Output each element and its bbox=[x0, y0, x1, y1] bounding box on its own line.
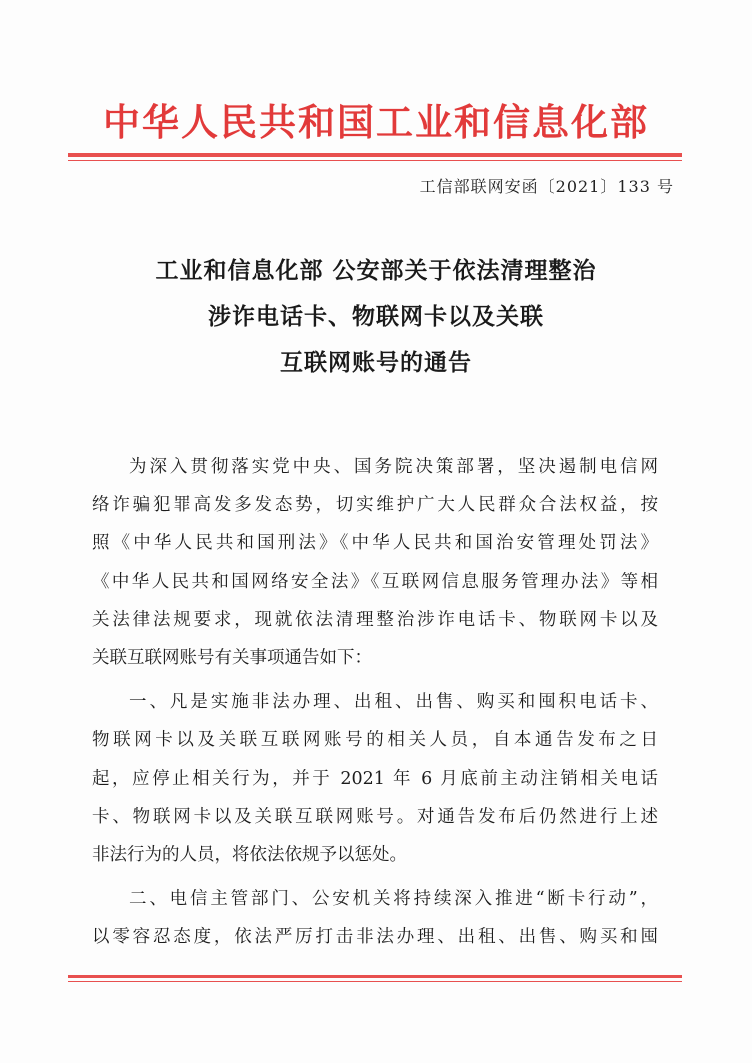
document-title bbox=[0, 248, 752, 386]
title-line: 互联网账号的通告 bbox=[280, 350, 472, 376]
body-line: 关联互联网账号有关事项通告如下： bbox=[92, 647, 372, 668]
document-number: 工信部联网安函〔2021〕133 号 bbox=[419, 177, 674, 196]
body-line: 一、凡是实施非法办理、出租、出售、购买和囤积电话卡、 bbox=[129, 692, 658, 713]
title-line: 涉诈电话卡、物联网卡以及关联 bbox=[208, 304, 544, 330]
body-line: 为深入贯彻落实党中央、国务院决策部署，坚决遏制电信网 bbox=[129, 457, 658, 477]
body-line: 以零容忍态度，依法严厉打击非法办理、出租、出售、购买和囤 bbox=[92, 927, 658, 948]
body-line: 《中华人民共和国网络安全法》《互联网信息服务管理办法》等相 bbox=[92, 571, 658, 592]
footer-red-rule-thin bbox=[68, 981, 682, 982]
document-body bbox=[92, 448, 658, 956]
issuing-authority-header: 中华人民共和国工业和信息化部 bbox=[103, 100, 649, 144]
header-red-rule bbox=[68, 153, 682, 157]
header-red-rule-thin bbox=[68, 160, 682, 161]
body-line: 照《中华人民共和国刑法》《中华人民共和国治安管理处罚法》 bbox=[92, 533, 658, 554]
body-line: 关法律法规要求，现就依法清理整治涉诈电话卡、物联网卡以及 bbox=[92, 609, 658, 630]
footer-red-rule bbox=[68, 975, 682, 978]
body-line: 二、电信主管部门、公安机关将持续深入推进“断卡行动”， bbox=[129, 889, 658, 910]
body-line: 物联网卡以及关联互联网账号的相关人员，自本通告发布之日 bbox=[92, 730, 658, 751]
body-line: 络诈骗犯罪高发多发态势，切实维护广大人民群众合法权益，按 bbox=[92, 495, 658, 516]
body-line: 卡、物联网卡以及关联互联网账号。对通告发布后仍然进行上述 bbox=[92, 806, 658, 827]
body-line: 非法行为的人员，将依法依规予以惩处。 bbox=[92, 844, 407, 865]
title-line: 工业和信息化部 公安部关于依法清理整治 bbox=[155, 258, 597, 284]
body-line: 起，应停止相关行为，并于 2021 年 6 月底前主动注销相关电话 bbox=[92, 768, 658, 789]
